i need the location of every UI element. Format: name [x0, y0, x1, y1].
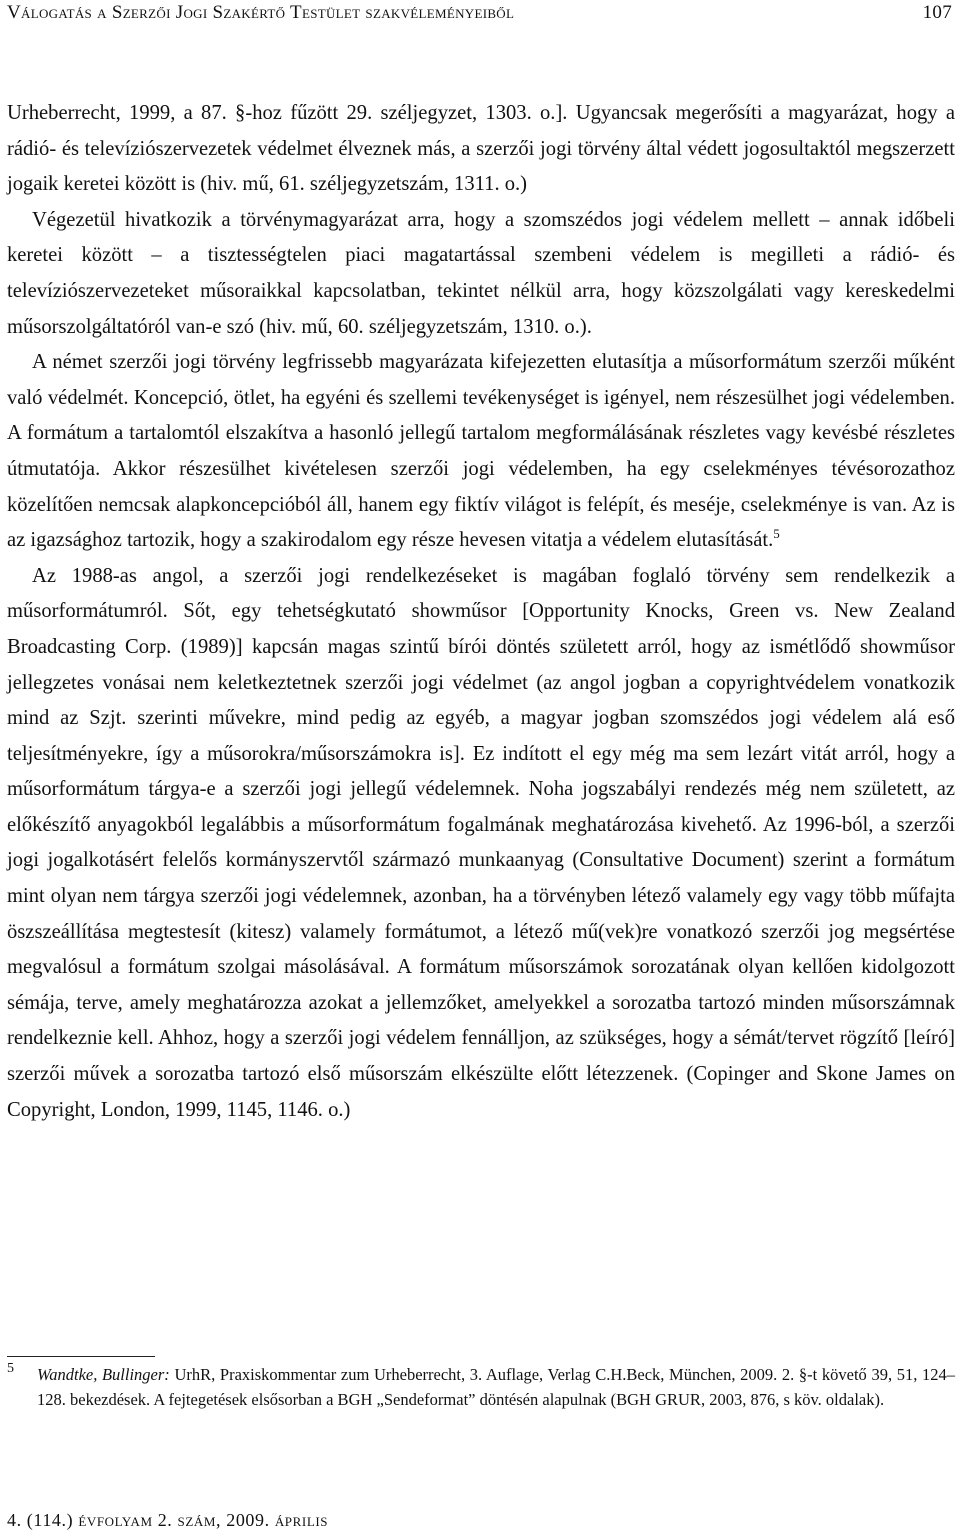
paragraph-1 — [7, 96, 955, 203]
footnote-divider — [7, 1356, 155, 1357]
footnote — [7, 1362, 955, 1412]
footnote-body — [37, 1362, 955, 1412]
paragraph-4-text: Az 1988-as angol, a szerzői jogi rendelkezéseket is magában foglaló törvény sem rendelkezik a műsorformátumról. Sőt, egy tehetségkutató showműsor [Opportunity Knocks, Green vs. New Zealand Broadcasting Corp. (1989)] kapcsán magas szintű bírói döntés született arról, hogy az ismétlődő showműsor jellegzetes vonásai nem keletkeztetnek szerzői jogi védelmet (az angol jogban a copyrightvédelem vonatkozik mind az Szjt. szerinti művekre, mind pedig az egyéb, a magyar jogban szomszédos jogi védelem alá eső teljesítményekre, így a műsorokra/műsorszámokra is]. Ez indított el egy még ma sem lezárt vitát arról, hogy a műsorformátum tárgya-e a szerzői jogi jellegű védelemnek. Noha jogszabályi rendezés még nem született, az előkészítő anyagokból legalábbis a műsorformátum fogalmának meghatározása kivehető. Az 1996-ból, a szerzői jogi jogalkotásért felelős kormányszervtől származó munkaanyag (Consultative Document) szerint a formátum mint olyan nem tárgya szerzői jogi védelemnek, azonban, ha a törvényben létező valamely egy vagy több műfajta öszszeállítása megtestesít (kitesz) valamely formátumot, a létező mű(vek)re vonatkozó szerzői jog megsértése megvalósul a formátum szolgai másolásával. A formátum műsorszámok sorozatának olyan kellően kidolgozott sémája, terve, amely meghatározza azokat a jellemzőket, amelyekkel a sorozatba tartozó minden műsorszámnak rendelkeznie kell. Ahhoz, hogy a szerzői jogi védelem fennálljon, az szükséges, hogy a sémát/tervet rögzítő [leíró] szerzői művek a sorozatba tartozó első műsorszám elkészülte előtt létezzenek. (Copinger and Skone James on Copyright, London, 1999, 1145, 1146. o.) — [7, 564, 955, 1121]
running-header — [7, 2, 952, 32]
footnote-reference[interactable]: 5 — [773, 526, 780, 542]
footnote-authors: Wandtke, Bullinger: — [37, 1365, 170, 1384]
paragraph-1-text: Urheberrecht, 1999, a 87. §-hoz fűzött 29. széljegyzet, 1303. o.]. Ugyancsak megerősíti a magyarázat, hogy a rádió- és televíziószervezetek védelmet élveznek más, a szerzői jogi törvény által védett jogosultaktól megszerzett jogaik keretei között is (hiv. mű, 61. széljegyzetszám, 1311. o.) — [7, 102, 955, 196]
page-number: 107 — [922, 2, 952, 23]
paragraph-3-text: A német szerzői jogi törvény legfrissebb magyarázata kifejezetten elutasítja a műsorformátum szerzői műként való védelmét. Koncepció, ötlet, ha egyéni és szellemi tevékenységet is igényel, nem részesülhet jogi védelemben. A formátum a tartalomtól elszakítva a hasonló jellegű tartalom megformálásának részletes vagy kevésbé részletes útmutatója. Akkor részesülhet kivételesen szerzői jogi védelemben, ha egy cselekményes tévésorozathoz közelítően nemcsak alapkoncepcióból áll, hanem egy fiktív világot is felépít, és meséje, cselekménye is van. Az is az igazsághoz tartozik, hogy a szakirodalom egy része hevesen vitatja a védelem elutasítását. — [7, 351, 955, 552]
body-text — [7, 96, 955, 1128]
paragraph-3 — [7, 345, 955, 559]
footnote-number: 5 — [7, 1361, 14, 1376]
paragraph-2-text: Végezetül hivatkozik a törvénymagyarázat arra, hogy a szomszédos jogi védelem mellett – annak időbeli keretei között – a tisztességtelen piaci magatartással szembeni védelem is megilleti a rádió- és televíziószervezeteket műsoraikkal kapcsolatban, tekintet nélkül arra, hogy közszolgálati vagy kereskedelmi műsorszolgáltatóról van-e szó (hiv. mű, 60. széljegyzetszám, 1310. o.). — [7, 208, 955, 338]
running-footer: 4. (114.) évfolyam 2. szám, 2009. április — [7, 1510, 329, 1530]
paragraph-4 — [7, 559, 955, 1129]
footnote-text: UrhR, Praxiskommentar zum Urheberrecht, 3. Auflage, Verlag C.H.Beck, München, 2009. 2. §-t követő 39, 51, 124–128. bekezdések. A fejtegetések elsősorban a BGH „Sendeformat” döntésén alapulnak (BGH GRUR, 2003, 876, s köv. oldalak). — [37, 1365, 955, 1409]
paragraph-2 — [7, 203, 955, 345]
running-header-title: Válogatás a Szerzői Jogi Szakértő Testület szakvéleményeiből — [7, 2, 515, 23]
